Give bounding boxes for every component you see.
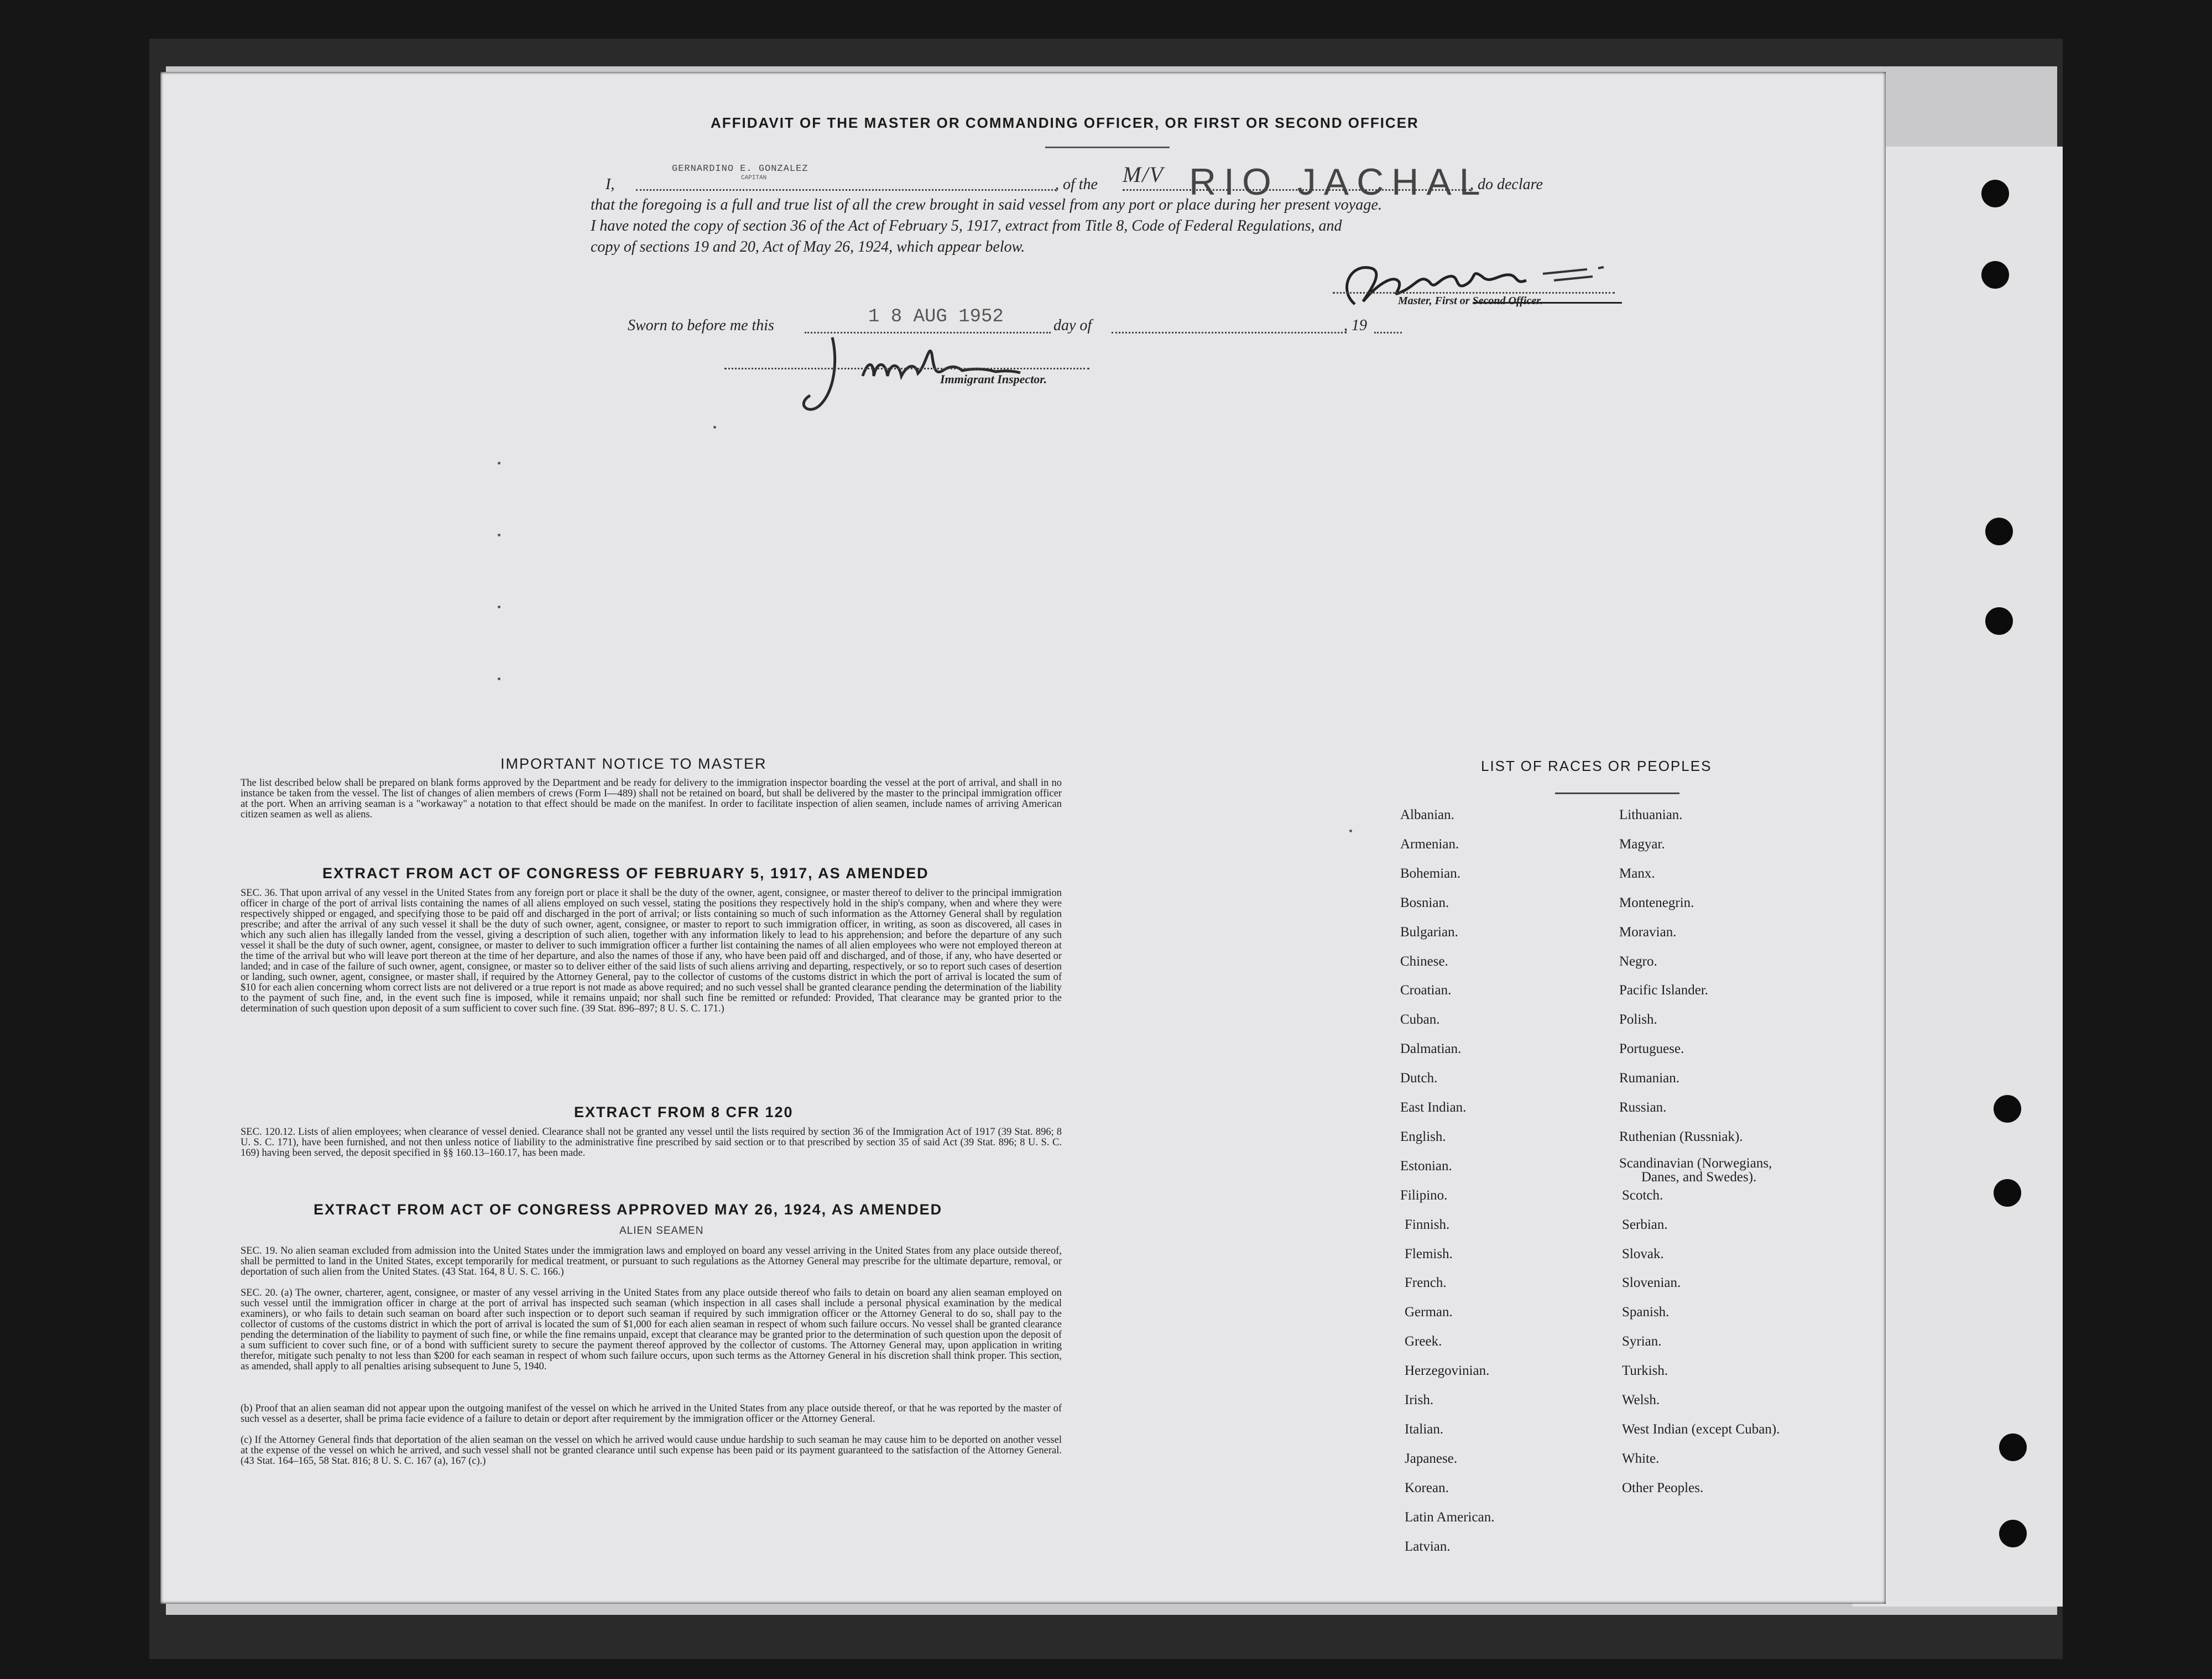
speck — [1349, 830, 1352, 832]
binder-hole — [1981, 180, 2009, 207]
race-item: Japanese. — [1405, 1451, 1458, 1466]
master-name-stamp: GERNARDINO E. GONZALEZ — [672, 164, 808, 174]
extract-cfr-heading: EXTRACT FROM 8 CFR 120 — [574, 1104, 794, 1120]
notice-text: The list described below shall be prepared on blank forms approved by the Department and be ready for delivery to the immigration inspector boarding the vessel at the port of arrival, and shall in no instance be taken from the vessel. The list of changes of alien members of crews (Form I—489) shall not be retained on board, but shall be delivered by the master to the principal immigration officer at the port. When an arriving seaman is a "workaway" a notation to that effect should be made on the manifest. In order to facilitate inspection of alien seamen, include names of arriving American citizen seamen as well as aliens. — [241, 778, 1062, 820]
speck — [498, 677, 500, 680]
race-item: Moravian. — [1619, 924, 1677, 940]
extract-1917-text: SEC. 36. That upon arrival of any vessel in the United States from any foreign port or place it shall be the duty of the owner, agent, consignee, or master thereof to deliver to the principal immigration officer in charge of the port of arrival lists containing the names of all aliens employed on such vessel, stating the positions they respectively hold in the ship's company, when and where they were respectively shipped or engaged, and specifying those to be paid off and discharged in the port of arrival; or lists containing so much of such information as the Attorney General shall by regulation prescribe; and after the arrival of any such vessel it shall be the duty of such owner, agent, consignee, or master to report to such immigration officer, in writing, as soon as discovered, all cases in which any such alien has illegally landed from the vessel, giving a description of such alien, together with any information likely to lead to his apprehension; and before the departure of any such vessel it shall be the duty of such owner, agent, consignee, or master to deliver to such immigration officer a further list containing the names of all alien employees who were not employed thereon at the time of the arrival but who will leave port thereon at the time of her departure, and also the names of those if any, who have been paid off and discharged, and of those, if any, who have deserted or landed; and in case of the failure of such owner, agent, consignee, or master so to deliver either of the said lists of such aliens arriving and departing, respectively, or so to report such cases of desertion or landing, such owner, agent, consignee, or master shall, if required by the Attorney General, pay to the collector of customs of the customs district in which the port of arrival is located the sum of $10 for each alien concerning whom correct lists are not delivered or a true report is not made as above required; and no such vessel shall be granted clearance pending the determination of the liability to the payment of such fine, and, in the event such fine is imposed, while it remains unpaid; nor shall such fine be remitted or refunded: Provided, That clearance may be granted prior to the determination of such question upon deposit of a sum sufficient to cover such fine. (39 Stat. 896–897; 8 U. S. C. 171.) — [241, 888, 1062, 1014]
strike-first-second — [1473, 302, 1622, 304]
declaration-line-2: that the foregoing is a full and true list of all the crew brought in said vessel from any port or place during her present voyage. — [591, 196, 1383, 213]
race-item: Irish. — [1405, 1393, 1434, 1407]
race-item: Serbian. — [1622, 1217, 1668, 1232]
race-item: Scandinavian (Norwegians, — [1619, 1155, 1772, 1171]
race-item: Armenian. — [1400, 836, 1459, 852]
declaration-line-3: I have noted the copy of section 36 of the Act of February 5, 1917, extract from Title 8, Code of Federal Regulations, and — [591, 217, 1342, 234]
race-item: Welsh. — [1622, 1393, 1660, 1407]
year-label: , 19 — [1344, 317, 1367, 334]
speck — [498, 606, 500, 608]
race-item: Turkish. — [1622, 1363, 1668, 1379]
race-item: Bohemian. — [1400, 865, 1461, 881]
affidavit-title: AFFIDAVIT OF THE MASTER OR COMMANDING OFFICER, OR FIRST OR SECOND OFFICER — [711, 114, 1419, 131]
race-item: Russian. — [1619, 1100, 1667, 1115]
race-item: Negro. — [1619, 953, 1657, 969]
races-heading: LIST OF RACES OR PEOPLES — [1481, 758, 1712, 774]
vessel-prefix-handwritten: M/V — [1123, 162, 1164, 187]
binder-hole — [1985, 607, 2013, 635]
race-item: Spanish. — [1622, 1305, 1670, 1320]
sworn-date-stamp: 1 8 AUG 1952 — [868, 306, 1004, 327]
sworn-label: Sworn to before me this — [628, 317, 774, 334]
race-item: Italian. — [1405, 1421, 1444, 1437]
binder-hole — [1994, 1095, 2021, 1123]
binder-hole — [1994, 1179, 2021, 1207]
declaration-line-4: copy of sections 19 and 20, Act of May 26, 1924, which appear below. — [591, 238, 1025, 255]
race-item: East Indian. — [1400, 1100, 1467, 1115]
vessel-name-stamp: RIO JACHAL — [1189, 161, 1488, 203]
inspector-caption: Immigrant Inspector. — [940, 372, 1047, 386]
extract-1924-sec20a: SEC. 20. (a) The owner, charterer, agent, consignee, or master of any vessel arriving in the United States from any place outside thereof who fails to detain on board any alien seaman employed on such vessel until the immigration officer in charge at the port of arrival has inspected such seaman (which inspection in all cases shall include a personal physical examination by the medical examiners), or who fails to detain such seaman on board after such inspection or to deport such seaman if required by such immigration officer or the Attorney General to do so, shall pay to the collector of customs of the customs district in which the port of arrival is located the sum of $1,000 for each alien seaman in respect of whom such failure occurs. No vessel shall be granted clearance pending the determination of the liability to payment of such fine, or while the fine remains unpaid, except that clearance may be granted prior to the determination of such question upon the deposit of a sum sufficient to cover such fine, or of a bond with sufficient surety to secure the payment thereof approved by the collector of customs. The Attorney General may, upon application in writing therefor, mitigate such penalty to not less than $200 for each seaman in respect of whom such failure occurs, upon such terms as the Attorney General in his discretion shall think proper. This section, as amended, shall apply to all penalties arising subsequent to June 5, 1940. — [241, 1287, 1062, 1372]
race-item: Other Peoples. — [1622, 1480, 1704, 1495]
master-caption: Master, First or Second Officer. — [1398, 295, 1543, 307]
extract-cfr-text: SEC. 120.12. Lists of alien employees; when clearance of vessel denied. Clearance shall not be granted any vessel until the lists required by section 36 of the Immigration Act of 1917 (39 Stat. 896; 8 U. S. C. 171), have been furnished, and not then unless notice of liability to the administrative fine prescribed by said section or to that prescribed by section 35 of said Act (39 Stat. 896; 8 U. S. C. 169) having been served, the deposit specified in §§ 160.13–160.17, has been made. — [241, 1127, 1062, 1159]
speck — [713, 426, 716, 429]
race-item: Dalmatian. — [1400, 1041, 1462, 1057]
year-blank — [1374, 332, 1402, 333]
speck — [498, 462, 500, 465]
binder-hole — [1999, 1520, 2027, 1547]
binder-hole — [1981, 261, 2009, 289]
day-of-label: day of — [1053, 317, 1092, 334]
race-item: Filipino. — [1400, 1187, 1448, 1203]
extract-1924-sec20b: (b) Proof that an alien seaman did not appear upon the outgoing manifest of the vessel on which he arrived in the United States from any place outside thereof, or that he was reported by the master of such vessel as a deserter, shall be prima facie evidence of a failure to detain or deport after requirement by the immigration officer or the Attorney General. — [241, 1403, 1062, 1425]
race-item: Latin American. — [1405, 1509, 1495, 1525]
race-item: Flemish. — [1405, 1246, 1453, 1261]
race-item: Lithuanian. — [1619, 807, 1683, 822]
race-item: French. — [1405, 1275, 1447, 1291]
race-item: Estonian. — [1400, 1158, 1452, 1174]
alien-seamen-subheading: ALIEN SEAMEN — [619, 1225, 704, 1237]
extract-1924-heading: EXTRACT FROM ACT OF CONGRESS APPROVED MAY 26, 1924, AS AMENDED — [314, 1201, 943, 1218]
race-item: Ruthenian (Russniak). — [1619, 1129, 1743, 1144]
race-item: Magyar. — [1619, 836, 1665, 852]
race-item: Portuguese. — [1619, 1041, 1684, 1057]
vessel-blank — [1123, 189, 1471, 191]
race-item: Bosnian. — [1400, 895, 1449, 910]
race-item: German. — [1405, 1305, 1453, 1320]
binder-hole — [1999, 1433, 2027, 1461]
race-item: English. — [1400, 1129, 1446, 1144]
name-blank — [636, 189, 1056, 191]
race-item: Korean. — [1405, 1480, 1449, 1495]
race-item: West Indian (except Cuban). — [1622, 1421, 1780, 1437]
race-item: Pacific Islander. — [1619, 983, 1709, 998]
race-item: Chinese. — [1400, 953, 1448, 969]
race-item: Greek. — [1405, 1334, 1442, 1349]
race-item: Latvian. — [1405, 1539, 1451, 1554]
race-item: Slovenian. — [1622, 1275, 1681, 1291]
i-label: I, — [606, 176, 615, 193]
race-item: Manx. — [1619, 865, 1655, 881]
race-item: Rumanian. — [1619, 1071, 1680, 1086]
race-item: Cuban. — [1400, 1012, 1440, 1028]
title-rule — [1045, 147, 1170, 148]
speck — [498, 534, 500, 536]
extract-1924-sec20c: (c) If the Attorney General finds that deportation of the alien seaman on the vessel on which he arrived would cause undue hardship to such seaman he may cause him to be deported on another vessel at the expense of the vessel on which he arrived, and such vessel shall not be granted clearance until such expense has been paid or its payment guaranteed to the satisfaction of the Attorney General. (43 Stat. 164–165, 58 Stat. 816; 8 U. S. C. 167 (a), 167 (c).) — [241, 1435, 1062, 1467]
race-item: Polish. — [1619, 1012, 1657, 1028]
inspector-signature-line — [724, 368, 1089, 369]
race-item: Albanian. — [1400, 807, 1454, 822]
declare-label: , do declare — [1470, 176, 1543, 193]
race-item: Dutch. — [1400, 1071, 1438, 1086]
binder-hole — [1985, 518, 2013, 545]
race-item: White. — [1622, 1451, 1660, 1466]
sworn-month-blank — [1112, 332, 1347, 333]
master-rank-stamp: CAPITAN — [741, 175, 767, 181]
race-item: Herzegovinian. — [1405, 1363, 1490, 1379]
race-item: Danes, and Swedes). — [1641, 1169, 1757, 1185]
notice-heading: IMPORTANT NOTICE TO MASTER — [500, 755, 767, 772]
extract-1924-sec19: SEC. 19. No alien seaman excluded from admission into the United States under the immigration laws and employed on board any vessel arriving in the United States from any place outside thereof, shall be permitted to land in the United States, except temporarily for medical treatment, or pursuant to such regulations as the Attorney General may prescribe for the ultimate departure, removal, or deportation of such alien from the United States. (43 Stat. 164, 8 U. S. C. 166.) — [241, 1245, 1062, 1278]
of-the-label: , of the — [1055, 176, 1098, 193]
race-item: Croatian. — [1400, 983, 1452, 998]
race-item: Bulgarian. — [1400, 924, 1458, 940]
race-item: Scotch. — [1622, 1187, 1663, 1203]
race-item: Montenegrin. — [1619, 895, 1694, 910]
race-item: Finnish. — [1405, 1217, 1450, 1232]
race-item: Slovak. — [1622, 1246, 1664, 1261]
races-heading-rule — [1555, 792, 1679, 794]
extract-1917-heading: EXTRACT FROM ACT OF CONGRESS OF FEBRUARY 5, 1917, AS AMENDED — [322, 865, 929, 882]
master-signature-line — [1333, 292, 1615, 294]
race-item: Syrian. — [1622, 1334, 1662, 1349]
